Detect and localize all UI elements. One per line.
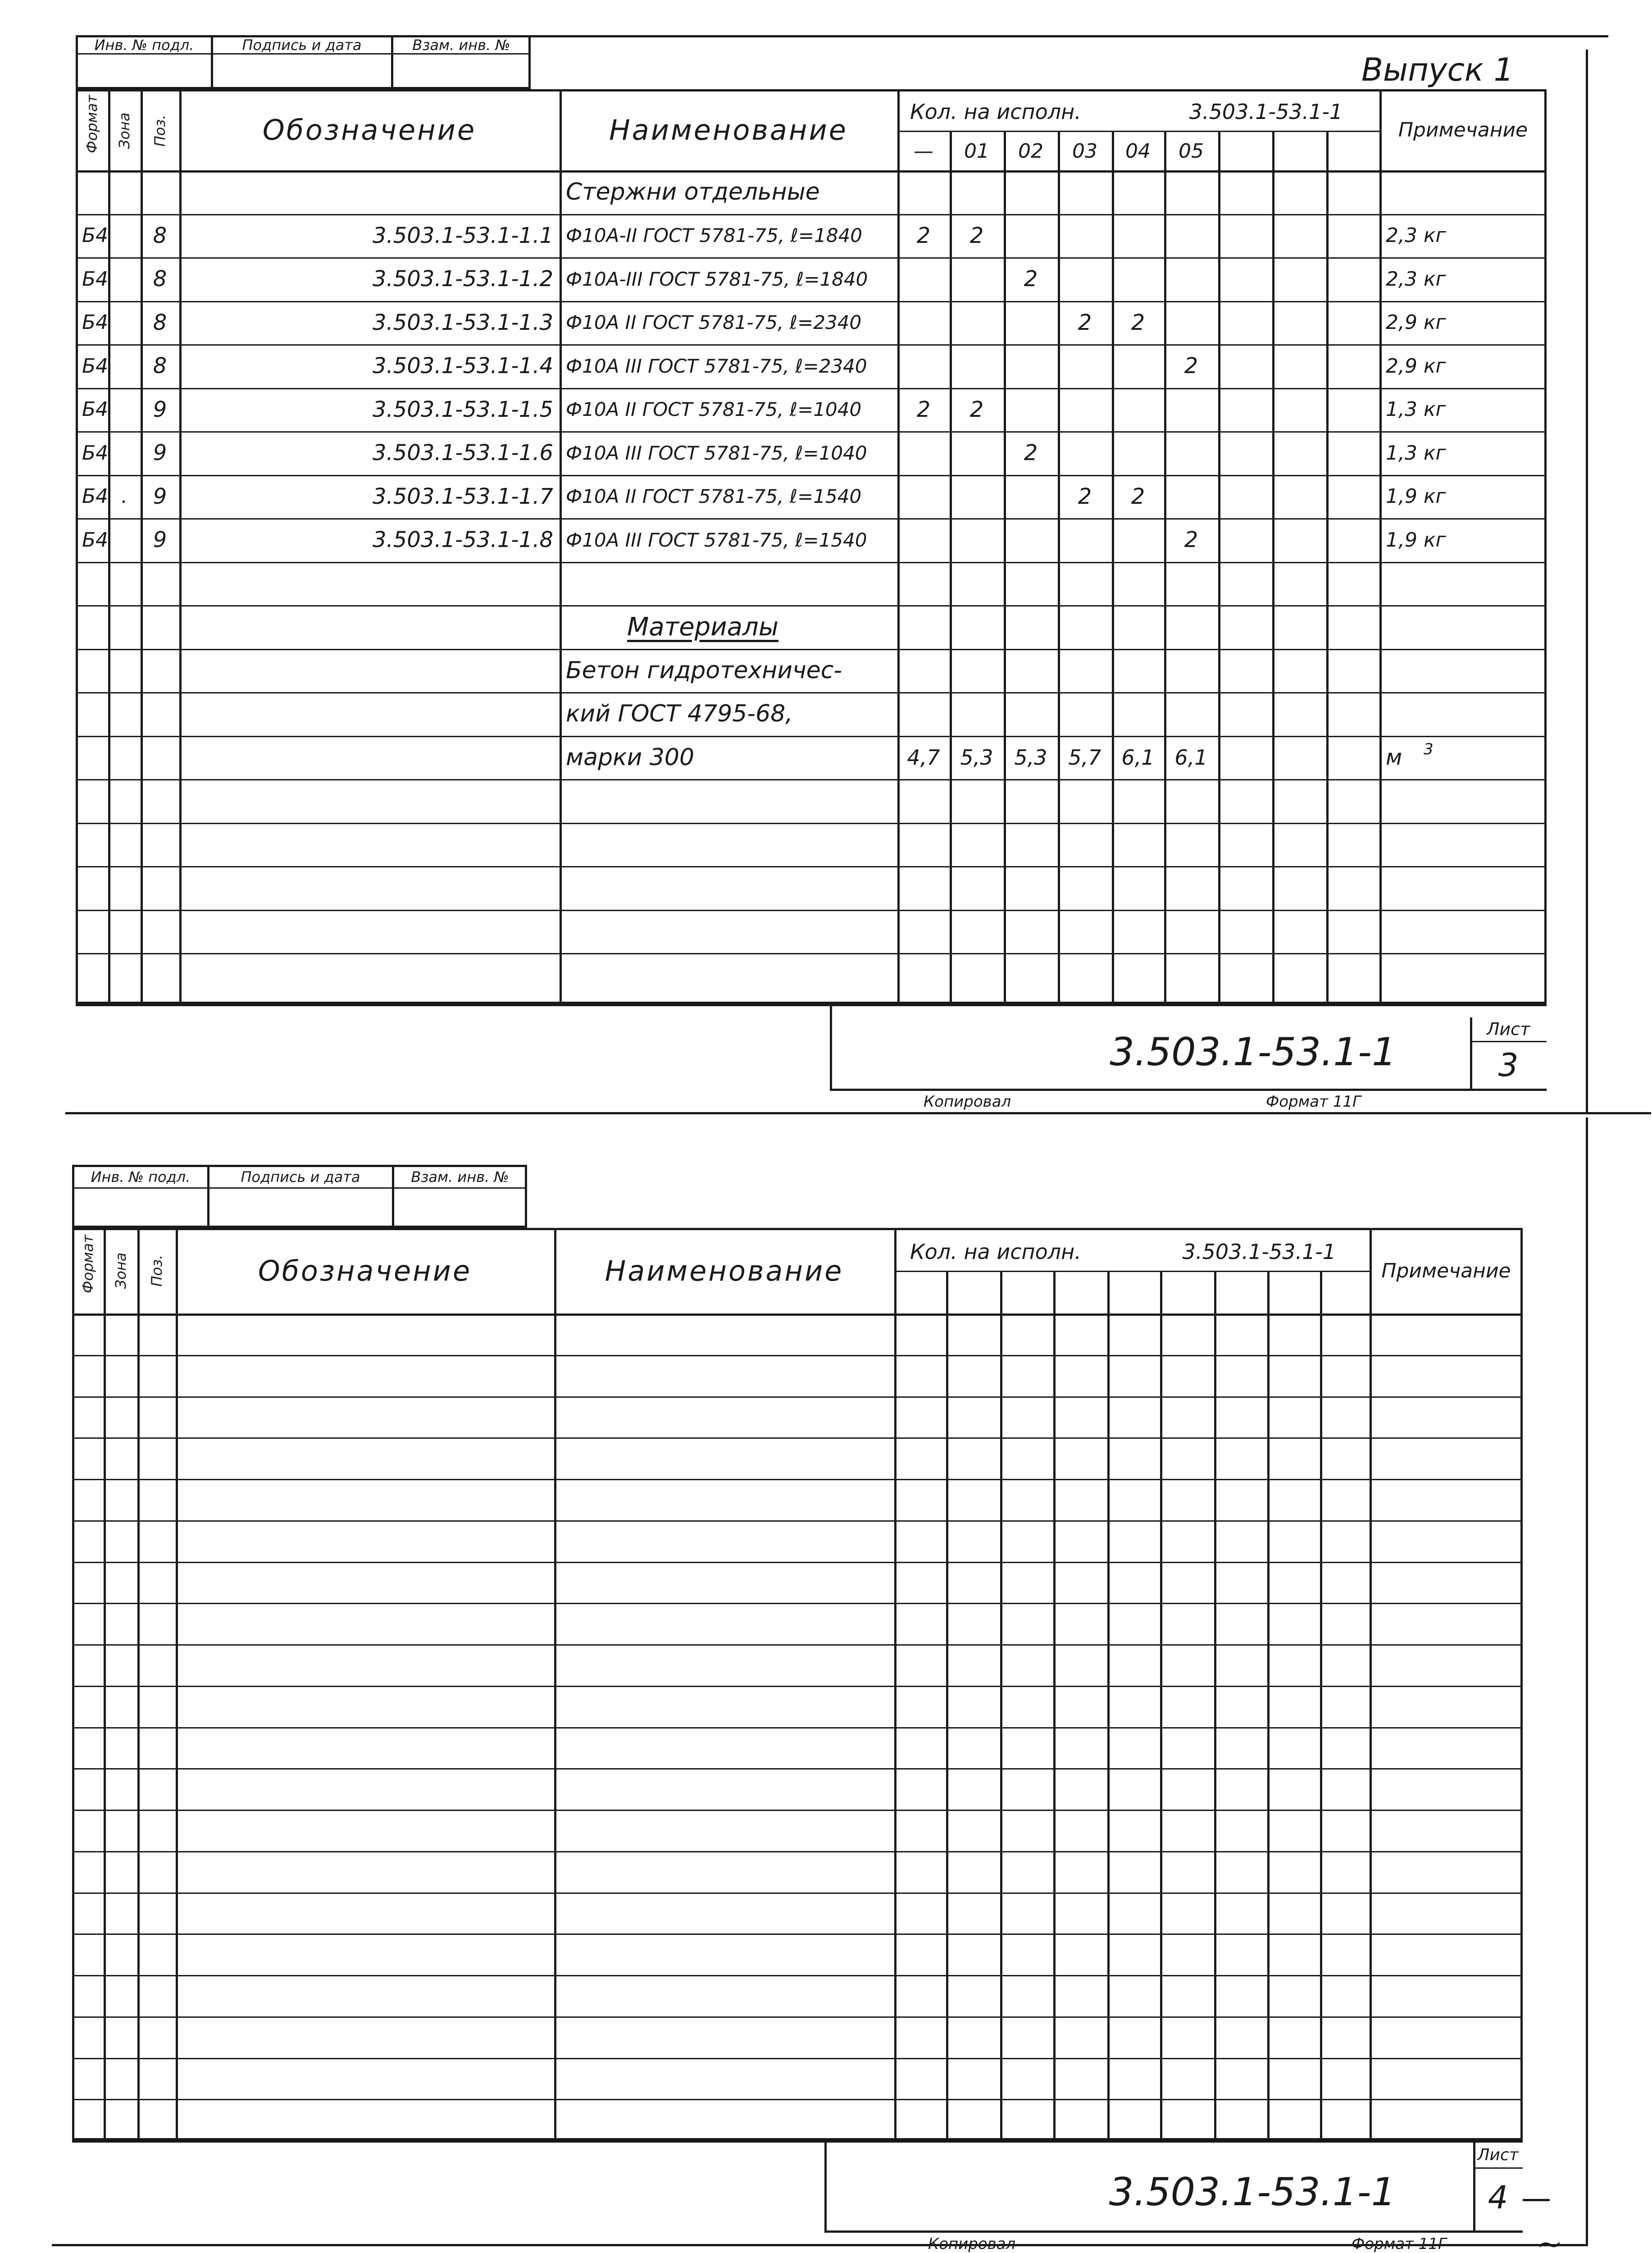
cell-qty [897, 344, 950, 388]
cell-pos: 9 [153, 440, 167, 466]
cell-qty [897, 518, 950, 562]
cell-qty [1112, 518, 1164, 562]
header-pos: Поз. [151, 114, 168, 147]
cell-designation: 3.503.1-53.1-1.1 [372, 223, 553, 248]
header-note: Примечание [1381, 1259, 1511, 1282]
cell-format: Б4 [82, 224, 109, 247]
materials-qty: 4,7 [907, 745, 940, 770]
cell-qty: 2 [916, 223, 931, 248]
header-zone: Зона [116, 112, 133, 149]
cell-name: Ф10А II ГОСТ 5781-75, ℓ=2340 [566, 311, 862, 334]
cell-qty [897, 431, 950, 475]
cell-qty [1058, 518, 1112, 562]
row-line [76, 562, 1547, 563]
cell-qty [1112, 344, 1164, 388]
cell-format: Б4 [82, 441, 109, 465]
cell-name: Ф10А III ГОСТ 5781-75, ℓ=2340 [566, 355, 867, 377]
cell-name: Ф10А III ГОСТ 5781-75, ℓ=1540 [566, 529, 867, 551]
header-pos: Поз. [148, 1254, 165, 1287]
variant-header: 02 [1018, 139, 1043, 163]
cell-qty: 2 [1024, 266, 1038, 292]
cell-qty [1164, 388, 1218, 432]
cell-note: 2,3 кг [1386, 267, 1446, 291]
stamp-inv-no: Инв. № подл. [94, 36, 194, 54]
stamp-replace-inv: Взам. инв. № [411, 1168, 509, 1186]
cell-zone [108, 431, 141, 475]
row-line [72, 1520, 1523, 1522]
issue-label: Выпуск 1 [1361, 51, 1514, 88]
header-qty-doc: 3.503.1-53.1-1 [1189, 99, 1343, 124]
cell-qty: 2 [1078, 483, 1092, 509]
sheet2-sheet-number: 4 [1488, 2179, 1508, 2216]
cell-note: 2,9 кг [1386, 311, 1446, 334]
cell-qty [1164, 257, 1218, 301]
cell-format: Б4 [82, 528, 109, 552]
cell-qty [1112, 257, 1164, 301]
cell-qty [1058, 214, 1112, 258]
row-line [72, 1562, 1523, 1563]
row-line [76, 866, 1547, 867]
cell-format: Б4 [82, 267, 109, 291]
cell-zone [108, 301, 141, 345]
materials-line: марки 300 [566, 743, 695, 771]
stamp-sign-date: Подпись и дата [242, 36, 362, 54]
sheet2-format: Формат 11Г [1352, 2235, 1447, 2253]
sheet2-copied: Копировал [928, 2235, 1016, 2253]
cell-qty [1058, 344, 1112, 388]
stamp-replace-inv: Взам. инв. № [412, 36, 510, 54]
row-line [72, 1768, 1523, 1770]
cell-qty [1112, 431, 1164, 475]
row-line [72, 1644, 1523, 1646]
variant-header: 01 [964, 139, 989, 163]
cell-name: Ф10А-III ГОСТ 5781-75, ℓ=1840 [566, 268, 868, 290]
row-line [72, 1851, 1523, 1852]
materials-note-sup: 3 [1424, 740, 1434, 758]
cell-qty: 2 [1184, 353, 1198, 379]
header-format: Формат [79, 1235, 96, 1293]
header-name: Наименование [605, 1254, 844, 1287]
row-line [76, 910, 1547, 911]
cell-note: 1,3 кг [1386, 441, 1446, 465]
header-qty-doc: 3.503.1-53.1-1 [1182, 1239, 1336, 1264]
cell-qty [897, 301, 950, 345]
row-line [72, 2016, 1523, 2018]
cell-format: Б4 [82, 398, 109, 421]
cell-qty: 2 [916, 397, 931, 422]
cell-name: Ф10А-II ГОСТ 5781-75, ℓ=1840 [566, 224, 863, 247]
sheet2-table [72, 1228, 1523, 2140]
materials-line: кий ГОСТ 4795-68, [566, 700, 793, 728]
row-line [72, 1686, 1523, 1687]
cell-qty: 2 [1131, 310, 1145, 335]
cell-qty [1004, 214, 1058, 258]
cell-designation: 3.503.1-53.1-1.8 [372, 527, 553, 553]
header-qty: Кол. на исполн. [910, 1239, 1081, 1264]
cell-qty [1112, 214, 1164, 258]
cell-note: 1,9 кг [1386, 485, 1446, 508]
cell-zone [108, 214, 141, 258]
header-zone: Зона [112, 1252, 129, 1289]
cell-qty [1004, 518, 1058, 562]
cell-qty: 2 [1024, 440, 1038, 466]
materials-qty: 6,1 [1174, 745, 1208, 770]
cell-qty [1004, 301, 1058, 345]
header-note: Примечание [1398, 118, 1528, 141]
cell-designation: 3.503.1-53.1-1.4 [372, 353, 553, 379]
cell-pos: 9 [153, 397, 167, 422]
cell-qty [1058, 388, 1112, 432]
cell-qty: 2 [969, 223, 984, 248]
row-line [72, 1975, 1523, 1976]
cell-format: Б4 [82, 311, 109, 334]
cell-qty [1164, 301, 1218, 345]
cell-qty [950, 257, 1004, 301]
cell-zone [108, 257, 141, 301]
cell-designation: 3.503.1-53.1-1.3 [372, 310, 553, 335]
cell-pos: 9 [153, 527, 167, 553]
cell-note: 1,9 кг [1386, 528, 1446, 552]
stamp-inv-no: Инв. № подл. [91, 1168, 191, 1186]
cell-name: Ф10А II ГОСТ 5781-75, ℓ=1540 [566, 485, 862, 508]
cell-qty: 2 [969, 397, 984, 422]
cell-qty: 2 [1078, 310, 1092, 335]
sheet1-copied: Копировал [924, 1093, 1011, 1111]
sheet1-sheet-number: 3 [1498, 1047, 1519, 1084]
variant-header: 04 [1125, 139, 1151, 163]
stamp-sign-date: Подпись и дата [241, 1168, 360, 1186]
cell-qty [1004, 344, 1058, 388]
variant-header: 03 [1072, 139, 1097, 163]
cell-pos: 8 [153, 353, 167, 379]
materials-note: м [1386, 744, 1402, 770]
row-line [72, 1810, 1523, 1811]
cell-qty [950, 301, 1004, 345]
header-designation: Обозначение [262, 113, 477, 146]
row-line [72, 1479, 1523, 1480]
cell-qty [1164, 431, 1218, 475]
cell-format: Б4 [82, 354, 109, 378]
corner-mark: ~ [1536, 2226, 1563, 2253]
header-name: Наименование [609, 113, 848, 146]
cell-name: Ф10А III ГОСТ 5781-75, ℓ=1040 [566, 442, 867, 464]
cell-qty: 2 [1131, 483, 1145, 509]
sheet1-format: Формат 11Г [1266, 1093, 1361, 1111]
cell-pos: 9 [153, 483, 167, 509]
cell-qty [1112, 388, 1164, 432]
variant-header: 05 [1179, 139, 1204, 163]
cell-format: Б4 [82, 485, 109, 508]
header-designation: Обозначение [258, 1254, 472, 1287]
materials-qty: 5,7 [1068, 745, 1101, 770]
cell-qty [1058, 257, 1112, 301]
sheet2-sheet-label: Лист [1477, 2146, 1519, 2164]
cell-qty [950, 344, 1004, 388]
header-qty: Кол. на исполн. [910, 99, 1081, 124]
cell-qty [1004, 475, 1058, 519]
cell-qty [897, 257, 950, 301]
cell-zone [108, 388, 141, 432]
row-line [76, 823, 1547, 824]
materials-line: Бетон гидротехничес- [566, 657, 842, 684]
cell-designation: 3.503.1-53.1-1.2 [372, 266, 553, 292]
cell-qty [1004, 388, 1058, 432]
header-format: Формат [83, 95, 100, 153]
cell-qty: 2 [1184, 527, 1198, 553]
row-line [72, 1396, 1523, 1398]
cell-qty [950, 431, 1004, 475]
row-line [76, 953, 1547, 954]
cell-zone [108, 518, 141, 562]
materials-qty: 5,3 [1014, 745, 1047, 770]
row-line [76, 779, 1547, 780]
sheet2-doc-number: 3.503.1-53.1-1 [1109, 2170, 1396, 2215]
row-line [72, 1437, 1523, 1439]
cell-note: 2,9 кг [1386, 354, 1446, 378]
cell-zone: . [121, 485, 127, 508]
row-line [72, 1727, 1523, 1729]
cell-qty [1164, 475, 1218, 519]
row-line [72, 1934, 1523, 1935]
cell-pos: 8 [153, 266, 167, 292]
cell-qty [950, 475, 1004, 519]
cell-qty [1058, 431, 1112, 475]
section-title: Стержни отдельные [566, 178, 820, 206]
cell-name: Ф10А II ГОСТ 5781-75, ℓ=1040 [566, 398, 862, 421]
cell-note: 2,3 кг [1386, 224, 1446, 247]
cell-zone [108, 344, 141, 388]
row-line [72, 1355, 1523, 1356]
cell-note: 1,3 кг [1386, 398, 1446, 421]
sheet1-right-edge [1586, 50, 1588, 1113]
cell-designation: 3.503.1-53.1-1.5 [372, 397, 553, 422]
materials-qty: 5,3 [960, 745, 993, 770]
cell-pos: 8 [153, 310, 167, 335]
materials-qty: 6,1 [1121, 745, 1155, 770]
materials-title: Материалы [627, 612, 778, 642]
cell-designation: 3.503.1-53.1-1.7 [372, 483, 553, 509]
row-line [72, 2099, 1523, 2100]
cell-qty [950, 518, 1004, 562]
cell-qty [1164, 214, 1218, 258]
sheet2-right-edge [1586, 1117, 1588, 2244]
sheet1-sheet-label: Лист [1486, 1019, 1530, 1039]
cell-qty [897, 475, 950, 519]
row-line [72, 1893, 1523, 1894]
row-line [72, 2058, 1523, 2059]
row-line [72, 1603, 1523, 1604]
cell-pos: 8 [153, 223, 167, 248]
cell-designation: 3.503.1-53.1-1.6 [372, 440, 553, 466]
sheet1-doc-number: 3.503.1-53.1-1 [1110, 1030, 1397, 1075]
variant-header: — [914, 139, 933, 163]
